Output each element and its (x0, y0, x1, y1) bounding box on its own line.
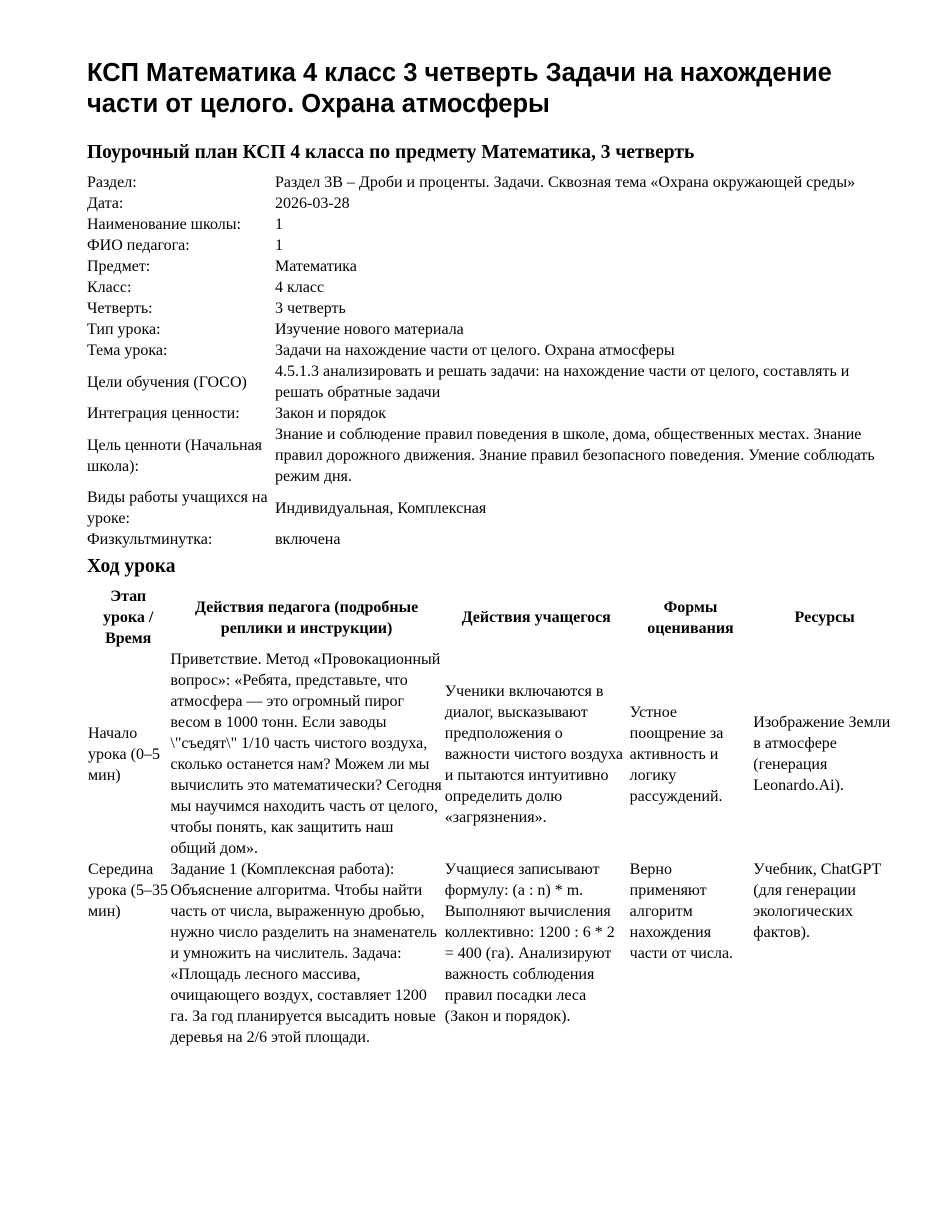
stage-cell: Середина урока (5–35 мин) (88, 861, 168, 920)
info-row (87, 487, 897, 529)
column-header-assessment: Формы оценивания (647, 598, 734, 637)
info-value: Индивидуальная, Комплексная (275, 499, 487, 517)
info-row (87, 424, 897, 487)
column-header-student: Действия учащегося (461, 609, 611, 626)
info-row (87, 361, 897, 403)
info-key: ФИО педагога: (87, 237, 190, 254)
info-key: Предмет: (87, 258, 151, 275)
info-row (87, 172, 897, 193)
info-row (87, 403, 897, 424)
info-key: Физкультминутка: (87, 531, 213, 548)
column-header-stage: Этап урока / Время (103, 588, 154, 647)
info-row (87, 277, 897, 298)
info-value: 1 (275, 216, 283, 233)
table-row (87, 859, 897, 1048)
info-value: Знание и соблюдение правил поведения в школе, дома, общественных местах. Знание правил дорожного движения. Знание правил безопасного поведения. Умение соблюдать режим дня. (275, 426, 875, 485)
stage-cell: Начало урока (0–5 мин) (88, 724, 160, 784)
page-title: КСП Математика 4 класс 3 четверть Задачи на нахождение части от целого. Охрана атмосферы (87, 59, 832, 118)
info-key: Четверть: (87, 300, 153, 317)
info-value: Закон и порядок (275, 405, 387, 422)
info-row (87, 214, 897, 235)
lesson-info-table (87, 172, 897, 550)
document-page (87, 58, 897, 1048)
info-key: Виды работы учащихся на уроке: (87, 489, 268, 527)
assessment-cell: Устное поощрение за активность и логику рассуждений. (629, 703, 724, 805)
info-key: Раздел: (87, 174, 137, 191)
info-row (87, 235, 897, 256)
info-value: Изучение нового материала (275, 321, 464, 338)
student-actions-cell: Учащиеся записывают формулу: (a : n) * m. Выполняют вычисления коллективно: 1200 : 6 * 2 = 400 (га). Анализируют важность соблюдения правил посадки леса (Закон и порядок). (444, 861, 615, 1025)
info-value: 1 (275, 237, 283, 254)
resources-cell: Учебник, ChatGPT (для генерации экологических фактов). (753, 861, 881, 941)
teacher-actions-cell: Приветствие. Метод «Провокационный вопрос»: «Ребята, представьте, что атмосфера — это огромный пирог весом в 1000 тонн. Если заводы \"съедят\" 1/10 часть чистого воздуха, сколько останется нам? Можем ли мы вычислить это математически? Сегодня мы научимся находить часть от целого, чтобы понять, как защитить наш общий дом». (170, 651, 442, 857)
table-row (87, 649, 897, 859)
info-row (87, 319, 897, 340)
column-header-teacher: Действия педагога (подробные реплики и инструкции) (194, 598, 419, 637)
info-value: включена (275, 531, 341, 548)
info-key: Наименование школы: (87, 216, 241, 233)
info-value: 4.5.1.3 анализировать и решать задачи: на нахождение части от целого, составлять и решать обратные задачи (275, 363, 850, 401)
column-header-resources: Ресурсы (794, 609, 855, 626)
info-value: Задачи на нахождение части от целого. Охрана атмосферы (275, 342, 675, 359)
info-value: 4 класс (275, 279, 325, 296)
info-row (87, 529, 897, 550)
table-header-row (87, 586, 897, 649)
info-value: 2026-03-28 (275, 195, 350, 212)
info-key: Тип урока: (87, 321, 161, 338)
info-key: Класс: (87, 279, 132, 296)
info-row (87, 340, 897, 361)
info-value: 3 четверть (275, 300, 346, 317)
resources-cell: Изображение Земли в атмосфере (генерация Leonardo.Ai). (753, 714, 891, 794)
flow-heading: Ход урока (87, 556, 176, 577)
info-key: Цель ценноти (Начальная школа): (87, 436, 263, 475)
student-actions-cell: Ученики включаются в диалог, высказывают предположения о важности чистого воздуха и пытаются интуитивно определить долю «загрязнения». (444, 682, 624, 826)
assessment-cell: Верно применяют алгоритм нахождения части от числа. (629, 861, 734, 962)
info-row (87, 256, 897, 277)
info-row (87, 298, 897, 319)
info-value: Раздел 3В – Дроби и проценты. Задачи. Сквозная тема «Охрана окружающей среды» (275, 174, 856, 191)
plan-heading: Поурочный план КСП 4 класса по предмету Математика, 3 четверть (87, 142, 695, 163)
info-value: Математика (275, 258, 357, 275)
info-key: Тема урока: (87, 342, 168, 359)
teacher-actions-cell: Задание 1 (Комплексная работа): Объяснение алгоритма. Чтобы найти часть от числа, выраженную дробью, нужно число разделить на знаменатель и умножить на числитель. Задача: «Площадь лесного массива, очищающего воздух, составляет 1200 га. За год планируется высадить новые деревья на 2/6 этой площади. (170, 861, 437, 1046)
info-key: Дата: (87, 195, 124, 212)
info-key: Цели обучения (ГОСО) (87, 373, 247, 391)
lesson-flow-table (87, 586, 897, 1048)
info-row (87, 193, 897, 214)
info-key: Интеграция ценности: (87, 405, 240, 422)
